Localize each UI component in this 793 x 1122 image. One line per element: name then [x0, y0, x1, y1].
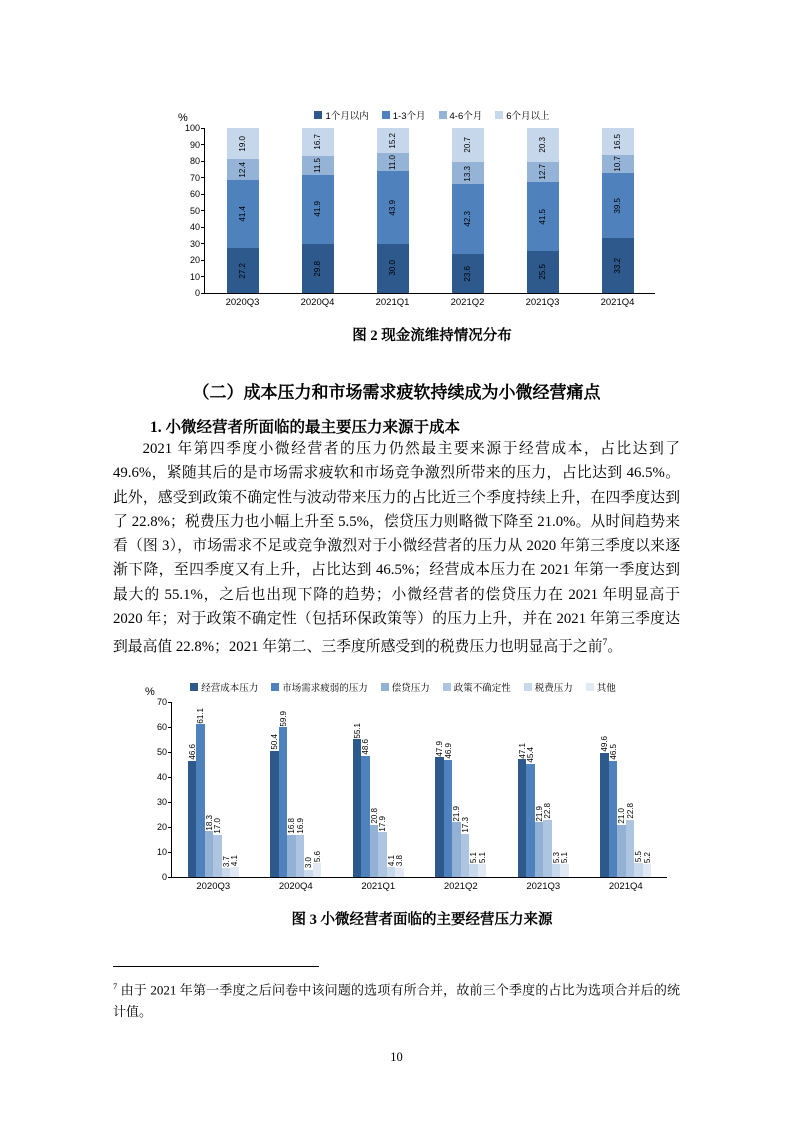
- bar-with-label: [378, 816, 387, 877]
- bar-value-label: 5.1: [560, 852, 569, 864]
- bar-value-label: 61.1: [196, 707, 205, 724]
- stacked-bar: [377, 128, 409, 293]
- y-tick-mark: [201, 293, 205, 294]
- bar: [387, 867, 396, 877]
- legend-item: [524, 680, 573, 694]
- bar: [535, 822, 544, 877]
- bar: [361, 756, 370, 878]
- bar-with-label: [287, 818, 296, 877]
- bar-with-label: [469, 852, 478, 877]
- bar: [435, 757, 444, 877]
- bar-with-label: [461, 817, 470, 877]
- figure3-pressure-chart: [133, 680, 673, 929]
- bar-value-label: 59.9: [278, 710, 288, 727]
- bar-segment: [227, 248, 259, 293]
- x-category-label: 2020Q4: [278, 881, 313, 892]
- bar-with-label: [609, 744, 618, 877]
- bar-segment: [452, 162, 484, 184]
- y-tick-mark: [201, 177, 205, 178]
- stacked-bar: [302, 128, 334, 293]
- bar: [313, 863, 322, 877]
- bar-with-label: [370, 808, 379, 877]
- legend-swatch: [314, 111, 322, 119]
- bar: [469, 864, 478, 877]
- bar-with-label: [222, 856, 231, 877]
- bar-value-label: 46.6: [187, 743, 197, 760]
- bar-value-label: 20.8: [369, 808, 379, 824]
- bar-with-label: [600, 736, 609, 877]
- bar-with-label: [452, 806, 461, 877]
- bar-segment: [602, 128, 634, 155]
- bar-value-label: 23.6: [463, 265, 472, 282]
- bar-value-label: 30.0: [388, 260, 397, 277]
- legend-swatch: [439, 111, 447, 119]
- bar-with-label: [230, 855, 239, 877]
- bar: [230, 867, 239, 877]
- bar-value-label: 5.6: [312, 850, 322, 862]
- bar-with-label: [634, 851, 643, 877]
- bar-with-label: [535, 806, 544, 877]
- bar-value-label: 12.4: [238, 161, 247, 178]
- legend-swatch: [524, 683, 532, 691]
- y-tick-label: 60: [189, 189, 200, 199]
- legend-label: 市场需求疲弱的压力: [282, 683, 368, 694]
- bar-value-label: 21.0: [617, 807, 626, 824]
- bar-value-label: 3.7: [221, 855, 231, 867]
- bar: [643, 864, 652, 877]
- x-category-label: 2021Q1: [375, 297, 410, 308]
- bar-value-label: 27.2: [238, 262, 247, 279]
- bar: [270, 751, 279, 877]
- bar: [196, 724, 205, 877]
- bar: [526, 764, 535, 878]
- legend-item: [381, 680, 430, 694]
- bar-with-label: [296, 818, 305, 877]
- bar-value-label: 17.0: [213, 817, 222, 834]
- legend-swatch: [381, 683, 389, 691]
- bar-with-label: [353, 723, 362, 877]
- y-tick-mark: [201, 210, 205, 211]
- bar: [205, 831, 214, 877]
- legend-item: [382, 108, 426, 122]
- legend-label: 偿贷压力: [391, 683, 430, 694]
- bar-value-label: 39.5: [613, 197, 622, 214]
- bar: [378, 832, 387, 877]
- bar-value-label: 18.3: [204, 814, 214, 831]
- bar-group: [502, 702, 585, 877]
- bar: [452, 822, 461, 877]
- y-tick-label: 90: [189, 139, 200, 150]
- figure2-legend: [204, 108, 660, 122]
- bar-value-label: 5.2: [642, 851, 652, 863]
- bar-with-label: [444, 743, 453, 877]
- footnote-reference: 7: [602, 637, 608, 649]
- bar-with-label: [196, 708, 205, 877]
- bar-with-label: [435, 741, 444, 877]
- figure3-caption: 图 3 小微经营者面临的主要经营压力来源: [291, 912, 553, 928]
- y-tick-label: 10: [189, 271, 200, 282]
- page-number: 10: [390, 1050, 403, 1064]
- bar-value-label: 16.5: [613, 134, 622, 150]
- y-tick-mark: [201, 260, 205, 261]
- bar: [478, 864, 487, 877]
- bar-value-label: 16.9: [295, 818, 305, 834]
- bar: [444, 760, 453, 877]
- bar: [518, 759, 527, 877]
- bar-segment: [527, 251, 559, 293]
- bar-segment: [377, 128, 409, 153]
- bar-group: [420, 702, 503, 877]
- bar-segment: [227, 128, 259, 159]
- bar-segment: [452, 184, 484, 254]
- y-tick-mark: [201, 243, 205, 244]
- bar-group: [172, 702, 255, 877]
- bar-value-label: 43.9: [388, 199, 397, 216]
- y-axis-unit-label: %: [178, 112, 188, 124]
- bar: [617, 825, 626, 878]
- y-tick-label: 40: [156, 772, 167, 782]
- bar-segment: [302, 156, 334, 175]
- x-category-label: 2021Q1: [361, 881, 396, 892]
- legend-label: 其他: [596, 683, 616, 694]
- bar-with-label: [188, 744, 197, 877]
- bar-value-label: 45.4: [526, 746, 535, 763]
- legend-label: 税费压力: [534, 683, 573, 694]
- bar-with-label: [205, 815, 214, 877]
- section-heading: （二）成本压力和市场需求疲软持续成为小微经营痛点: [192, 383, 601, 402]
- legend-item: [271, 680, 368, 694]
- bar-value-label: 33.2: [613, 257, 622, 274]
- x-category-label: 2020Q3: [225, 297, 260, 308]
- bar-with-label: [526, 747, 535, 877]
- bar-value-label: 41.5: [538, 208, 547, 225]
- legend-item: [443, 680, 511, 694]
- bar-value-label: 42.3: [463, 211, 472, 227]
- bar-with-label: [543, 803, 552, 877]
- y-tick-label: 70: [156, 697, 167, 707]
- legend-swatch: [271, 683, 279, 691]
- bar-segment: [227, 159, 259, 179]
- bar-value-label: 29.8: [313, 260, 322, 277]
- bar-value-label: 25.5: [538, 264, 547, 280]
- x-category-label: 2021Q4: [608, 881, 643, 892]
- bar-value-label: 22.8: [625, 803, 635, 819]
- y-tick-label: 50: [189, 205, 200, 216]
- bar-value-label: 20.3: [538, 136, 547, 153]
- bar-with-label: [643, 852, 652, 877]
- bar-group: [255, 702, 338, 877]
- bar-value-label: 19.0: [238, 135, 247, 152]
- bar-with-label: [395, 855, 404, 877]
- bar-with-label: [213, 818, 222, 877]
- bar-value-label: 46.5: [608, 744, 618, 760]
- y-tick-label: 0: [161, 872, 167, 882]
- bar: [304, 870, 313, 878]
- y-tick-label: 50: [156, 747, 167, 757]
- figure2-cash-flow-chart: [168, 108, 660, 345]
- bar-segment: [452, 254, 484, 293]
- bar-segment: [377, 244, 409, 294]
- legend-item: [495, 108, 549, 122]
- y-tick-label: 100: [184, 123, 200, 133]
- bar-with-label: [279, 711, 288, 877]
- bar-value-label: 10.7: [613, 156, 622, 173]
- bar-value-label: 16.8: [287, 818, 296, 834]
- x-category-label: 2021Q4: [600, 297, 635, 308]
- x-category-label: 2021Q2: [450, 297, 485, 308]
- bar-with-label: [270, 734, 279, 877]
- legend-swatch: [382, 111, 390, 119]
- legend-swatch: [190, 683, 198, 691]
- x-category-label: 2021Q3: [526, 881, 561, 892]
- bar-value-label: 46.9: [443, 743, 453, 759]
- y-tick-label: 30: [189, 238, 200, 249]
- bar-with-label: [560, 852, 569, 877]
- paragraph-text: 2021 年第四季度小微经营者的压力仍然最主要来源于经营成本，占比达到了 49.6%，紧随其后的是市场需求疲软和市场竞争激烈所带来的压力，占比达到 46.5%。此外，感受到政策不确定性与波动带来压力的占比近三个季度持续上升，在四季度达到了 22.8%；税费压力也小幅上升至 5.5%，偿贷压力则略微下降至 21.0%。从时间趋势来看（图 3），市场需求不足或竞争激烈对于小微经营者的压力从 2020 年第三季度以来逐渐下降，至四季度又有上升，占比达到 46.5%；经营成本压力在 2021 年第一季度达到最大的 55.1%，之后也出现下降的趋势；小微经营者的偿贷压力在 2021 年明显高于 2020 年；对于政策不确定性（包括环保政策等）的压力上升，并在 2021 年第三季度达到最高值 22.8%；2021 年第二、三季度所感受到的税费压力也明显高于之前: [113, 441, 680, 656]
- bar-with-label: [518, 743, 527, 877]
- figure2-caption: 图 2 现金流维持情况分布: [352, 328, 512, 344]
- bar-value-label: 11.5: [313, 157, 322, 173]
- y-tick-label: 10: [156, 847, 167, 857]
- bar-value-label: 47.9: [435, 740, 444, 757]
- stacked-bar: [527, 128, 559, 293]
- bar: [543, 820, 552, 877]
- paragraph-end: 。: [607, 639, 623, 656]
- legend-label: 1-3个月: [392, 111, 426, 122]
- bar-value-label: 4.1: [230, 854, 239, 866]
- bar-value-label: 4.1: [386, 854, 396, 866]
- y-tick-label: 80: [189, 156, 200, 166]
- footnote-separator: [113, 966, 319, 967]
- bar-value-label: 49.6: [600, 736, 609, 752]
- y-tick-mark: [201, 161, 205, 162]
- bar-value-label: 15.2: [388, 132, 397, 149]
- y-tick-mark: [201, 194, 205, 195]
- bar-value-label: 3.0: [304, 857, 313, 869]
- bar-value-label: 3.8: [395, 855, 404, 867]
- bar-value-label: 5.5: [634, 851, 643, 863]
- bar: [609, 761, 618, 877]
- legend-label: 6个月以上: [506, 111, 550, 122]
- bar-with-label: [552, 852, 561, 877]
- bar-segment: [527, 128, 559, 161]
- bar: [279, 727, 288, 877]
- bar-value-label: 17.3: [460, 817, 470, 833]
- bar-group: [337, 702, 420, 877]
- bar-value-label: 5.3: [551, 851, 561, 863]
- bar-segment: [377, 171, 409, 243]
- legend-item: [314, 108, 368, 122]
- body-paragraph: [113, 437, 680, 660]
- bar-value-label: 41.9: [313, 201, 322, 218]
- y-tick-mark: [201, 227, 205, 228]
- bar-value-label: 12.7: [538, 164, 547, 180]
- bar-with-label: [626, 803, 635, 877]
- bar-value-label: 50.4: [270, 734, 279, 750]
- bar-with-label: [617, 808, 626, 877]
- bar-segment: [302, 175, 334, 244]
- bar: [287, 835, 296, 877]
- x-category-label: 2021Q3: [525, 297, 560, 308]
- bar: [626, 820, 635, 877]
- bar-segment: [377, 153, 409, 171]
- legend-label: 4-6个月: [449, 111, 483, 122]
- legend-item: [439, 108, 483, 122]
- footnote-text: 由于 2021 年第一季度之后问卷中该问题的选项有所合并，故前三个季度的占比为选项合并后的统计值。: [113, 982, 680, 1019]
- bar-value-label: 55.1: [352, 722, 362, 739]
- y-tick-label: 0: [194, 288, 200, 298]
- bar-value-label: 41.4: [238, 206, 247, 222]
- bar: [560, 864, 569, 877]
- bar-segment: [602, 173, 634, 238]
- x-category-label: 2020Q4: [300, 297, 335, 308]
- y-tick-label: 60: [156, 722, 167, 732]
- bar-value-label: 22.8: [543, 803, 552, 819]
- y-tick-mark: [201, 276, 205, 277]
- bar-segment: [302, 244, 334, 293]
- y-tick-mark: [201, 128, 205, 129]
- legend-swatch: [443, 683, 451, 691]
- bar-segment: [602, 155, 634, 173]
- bar: [188, 761, 197, 878]
- bar-with-label: [361, 739, 370, 877]
- stacked-bar: [452, 128, 484, 293]
- bar-value-label: 13.3: [463, 165, 472, 182]
- bar: [370, 825, 379, 877]
- bar-segment: [452, 128, 484, 162]
- bar-value-label: 47.1: [517, 742, 527, 759]
- bar: [213, 835, 222, 878]
- legend-label: 1个月以内: [325, 111, 369, 122]
- bar-with-label: [304, 857, 313, 877]
- legend-label: 政策不确定性: [453, 683, 511, 694]
- bar: [634, 863, 643, 877]
- bar: [296, 835, 305, 877]
- bar-segment: [527, 182, 559, 250]
- bar: [600, 753, 609, 877]
- bar-value-label: 5.1: [469, 852, 478, 864]
- bar-value-label: 5.1: [477, 852, 487, 864]
- figure3-legend: [133, 680, 673, 694]
- bar: [222, 868, 231, 877]
- stacked-bar: [602, 128, 634, 293]
- bar-group: [585, 702, 668, 877]
- y-tick-label: 70: [189, 172, 200, 183]
- bar-with-label: [313, 851, 322, 877]
- footnote-text-line: [113, 976, 680, 1022]
- bar: [461, 834, 470, 877]
- bar-value-label: 16.7: [313, 134, 322, 150]
- bar: [395, 868, 404, 878]
- y-tick-label: 20: [189, 255, 200, 265]
- bar-segment: [527, 162, 559, 183]
- x-category-label: 2021Q2: [443, 881, 478, 892]
- bar-with-label: [478, 852, 487, 877]
- bar-segment: [602, 238, 634, 293]
- bar: [552, 864, 561, 877]
- y-tick-label: 20: [156, 822, 167, 832]
- y-axis-unit-label: %: [145, 686, 155, 698]
- legend-swatch: [586, 683, 594, 691]
- bar-value-label: 21.9: [534, 805, 544, 822]
- bar-segment: [302, 128, 334, 156]
- y-tick-label: 40: [189, 222, 200, 232]
- stacked-bar: [227, 128, 259, 293]
- legend-label: 经营成本压力: [201, 683, 259, 694]
- legend-item: [190, 680, 258, 694]
- legend-swatch: [495, 111, 503, 119]
- bar-value-label: 20.7: [463, 137, 472, 154]
- bar-value-label: 11.0: [388, 154, 397, 170]
- footnote-area: [113, 966, 680, 1022]
- footnote-marker: 7: [113, 981, 118, 991]
- bar-with-label: [387, 855, 396, 877]
- bar-value-label: 17.9: [378, 815, 387, 832]
- bar: [353, 739, 362, 877]
- legend-item: [586, 680, 616, 694]
- bar-value-label: 48.6: [361, 738, 370, 755]
- sub-heading: 1. 小微经营者所面临的最主要压力来源于成本: [150, 419, 461, 436]
- bar-value-label: 21.9: [452, 805, 461, 822]
- y-tick-label: 30: [156, 797, 167, 807]
- x-category-label: 2020Q3: [196, 881, 231, 892]
- bar-segment: [227, 180, 259, 248]
- y-tick-mark: [201, 144, 205, 145]
